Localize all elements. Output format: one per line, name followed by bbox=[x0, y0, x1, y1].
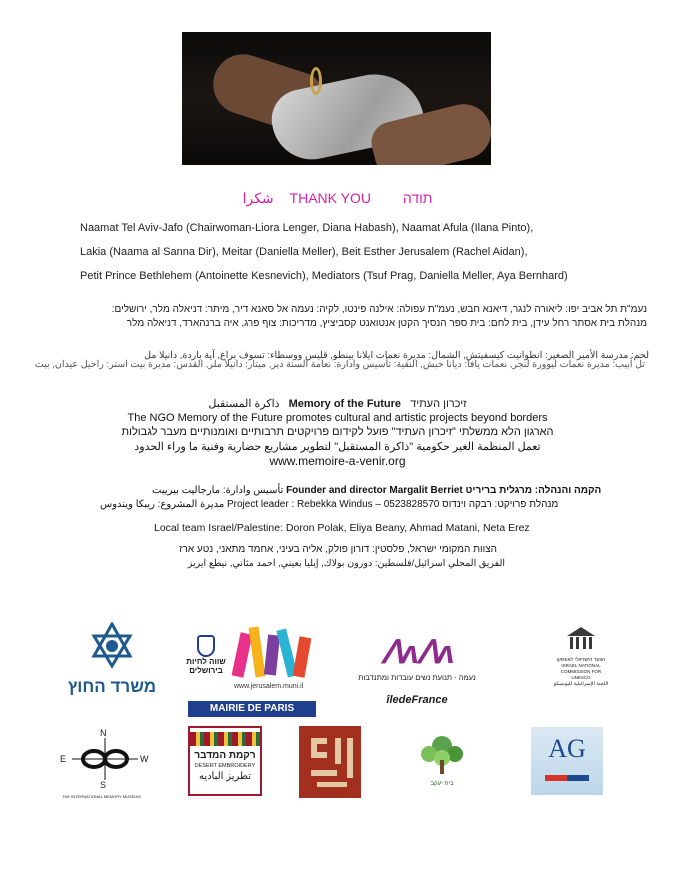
credits-hebrew-line-2: מנהלת בית אסתר רחל עידן, בית לחם: בית ספר הנסיך הקטן אנטואנט קסביציץ, מדריכות: צוף פרג, איה ברנהארד, דניאלה מלר bbox=[126, 318, 647, 329]
credits-hebrew-line-1: נעמ"ת תל אביב יפו: ליאורה לנגר, דיאנא חבש, נעמ"ת עפולה: אילנה פינטו, לקיה: נעמה אל סאנא דיר, מיתר: דניאלה מלר, ירושלים: bbox=[111, 304, 647, 315]
credits-arabic-line-2: تل أبيب: مديرة نعمات ليوورة لنجر, نعمات يافا: ديانا حبش, النقية: تأسيس وادارة: نعامة السنة دير, ميتار: دانيلا ملر, القدس: مديرة بيت استر: راحيل عيدان, بيت bbox=[34, 359, 645, 370]
local-team-english: Local team Israel/Palestine: Doron Polak, Eliya Beany, Ahmad Matani, Neta Erez bbox=[154, 522, 530, 534]
compass-caption: THE INTERNATIONAL MEMORY MUSEUM bbox=[62, 794, 141, 799]
credits-english-line-2: Lakia (Naama al Sanna Dir), Meitar (Daniella Meller), Beit Esther Jerusalem (Rachel Aidan), bbox=[80, 246, 528, 258]
jerusalem-emblem bbox=[186, 635, 226, 675]
org-description-english: The NGO Memory of the Future promotes cultural and artistic projects beyond borders bbox=[127, 412, 548, 424]
desert-hebrew: רקמת המדבר bbox=[194, 750, 256, 761]
naamat-caption: נעמה - תנועת נשים עובדות ומתנדבות bbox=[358, 673, 476, 682]
org-name-hebrew: זיכרון העתיד bbox=[410, 398, 467, 410]
foreign-ministry-logo bbox=[66, 622, 158, 698]
unesco-english: ISRAEL NATIONAL COMMISSION FOR UNESCO bbox=[560, 663, 602, 680]
thank-you-heading bbox=[0, 190, 675, 207]
desert-embroidery-logo bbox=[188, 726, 262, 796]
bracelet bbox=[310, 67, 322, 95]
org-name-arabic: ذاكرة المستقبل bbox=[208, 398, 280, 410]
unesco-temple-icon bbox=[566, 626, 596, 652]
project-leader-line bbox=[100, 499, 558, 510]
jerusalem-slogan-1: שווה לחיות bbox=[186, 657, 226, 666]
desert-arabic: تطريز الباديه bbox=[198, 771, 252, 782]
embroidery-pattern bbox=[190, 732, 260, 746]
jerusalem-url: www.jerusalem.muni.il bbox=[234, 683, 304, 690]
org-description-arabic: تعمل المنظمة الغير حكومية "ذاكرة المستقبل" لتطوير مشاريع حضارية وفنية ما وراء الحدود bbox=[134, 441, 541, 453]
unesco-arabic: اللجنة الإسرائيلية لليونسكو bbox=[553, 681, 609, 687]
ag-logo bbox=[531, 727, 603, 795]
ag-wordmark: AG bbox=[548, 734, 586, 763]
foreign-ministry-name: משרד החוץ bbox=[67, 677, 157, 696]
organization-title bbox=[0, 397, 675, 410]
star-of-david-icon bbox=[66, 622, 158, 672]
thank-you-hebrew: תודה bbox=[402, 190, 433, 206]
founder-line bbox=[152, 485, 601, 496]
compass-e: E bbox=[60, 754, 67, 764]
compass-s: S bbox=[100, 780, 107, 790]
compass-w: W bbox=[140, 754, 149, 764]
calligraphy-logo bbox=[299, 726, 361, 798]
credits-english-line-1: Naamat Tel Aviv-Jafo (Chairwoman-Liora Lenger, Diana Habash), Naamat Afula (Ilana Pinto), bbox=[80, 222, 534, 234]
founder-english: Founder and director Margalit Berriet bbox=[286, 485, 463, 496]
naamat-wordmark: ꓥʌꓥʌ bbox=[381, 634, 453, 670]
local-team-arabic: الفريق المحلي اسرائيل/فلسطين: دورون بولاك, إيليا بعيني, احمد مثاني, نيطع ايريز bbox=[187, 558, 505, 569]
thank-you-english: THANK YOU bbox=[289, 190, 371, 206]
founder-hebrew: הקמה והנהלה: מרגלית בריריט bbox=[465, 485, 602, 496]
tree-caption: בית יעקב bbox=[430, 781, 454, 787]
jerusalem-colorful-graphic bbox=[232, 623, 318, 681]
credits-arabic-line-1: لحم: مدرسة الأمير الصغير: انطوانيت كيسفيتش, الشمال: مديرة نعمات ايلانا بينطو, قليس ووسطاء: تسوف براغ, آية باردة, دانيلا مل bbox=[144, 350, 649, 361]
jerusalem-paris-logo bbox=[186, 623, 320, 717]
unesco-logo bbox=[551, 626, 611, 696]
org-description-hebrew: הארגון הלא ממשלתי "זיכרון העתיד" פועל לקידום פרויקטים תרבותיים ואומנותיים מעבר לגבולות bbox=[121, 426, 554, 438]
mairie-de-paris: MAIRIE DE PARIS bbox=[188, 701, 316, 717]
project-leader-hebrew: מנהלת פרויקט: רבקה וינדוס bbox=[442, 499, 559, 510]
compass-logo bbox=[60, 728, 150, 800]
founder-arabic: تأسيس وادارة: مارجاليت بيرييت bbox=[152, 485, 284, 496]
desert-english: DESERT EMBROIDERY bbox=[194, 763, 256, 769]
ag-stripe bbox=[545, 775, 589, 781]
calligraphy-icon bbox=[299, 726, 361, 798]
tree-logo bbox=[410, 732, 474, 794]
tree-icon bbox=[417, 732, 467, 776]
project-leader-arabic: مديرة المشروع: ريبكا ويندوس bbox=[100, 499, 225, 510]
jerusalem-slogan-2: בירושלים bbox=[189, 666, 223, 675]
naamat-logo bbox=[354, 633, 480, 713]
project-leader-english: Project leader : Rebekka Windus – 0523828570 bbox=[227, 499, 440, 510]
ile-de-france: îledeFrance bbox=[386, 694, 448, 706]
infinity-icon bbox=[72, 738, 138, 780]
credits-english-line-3: Petit Prince Bethlehem (Antoinette Kesnevich), Mediators (Tsuf Prag, Daniella Meller, Aya Bernhard) bbox=[80, 270, 568, 282]
unesco-hebrew: הוועד הישראלי לאונסקו bbox=[556, 657, 606, 663]
hands-photo bbox=[182, 32, 491, 165]
local-team-hebrew: הצוות המקומי ישראל, פלסטין: דורון פולק, אליה בעיני, אחמד מתאני, נטע ארז bbox=[179, 544, 497, 555]
org-website[interactable]: www.memoire-a-venir.org bbox=[269, 454, 406, 468]
thank-you-arabic: شكرا bbox=[242, 190, 274, 206]
compass-n: N bbox=[100, 728, 107, 738]
org-name-english: Memory of the Future bbox=[288, 398, 402, 410]
